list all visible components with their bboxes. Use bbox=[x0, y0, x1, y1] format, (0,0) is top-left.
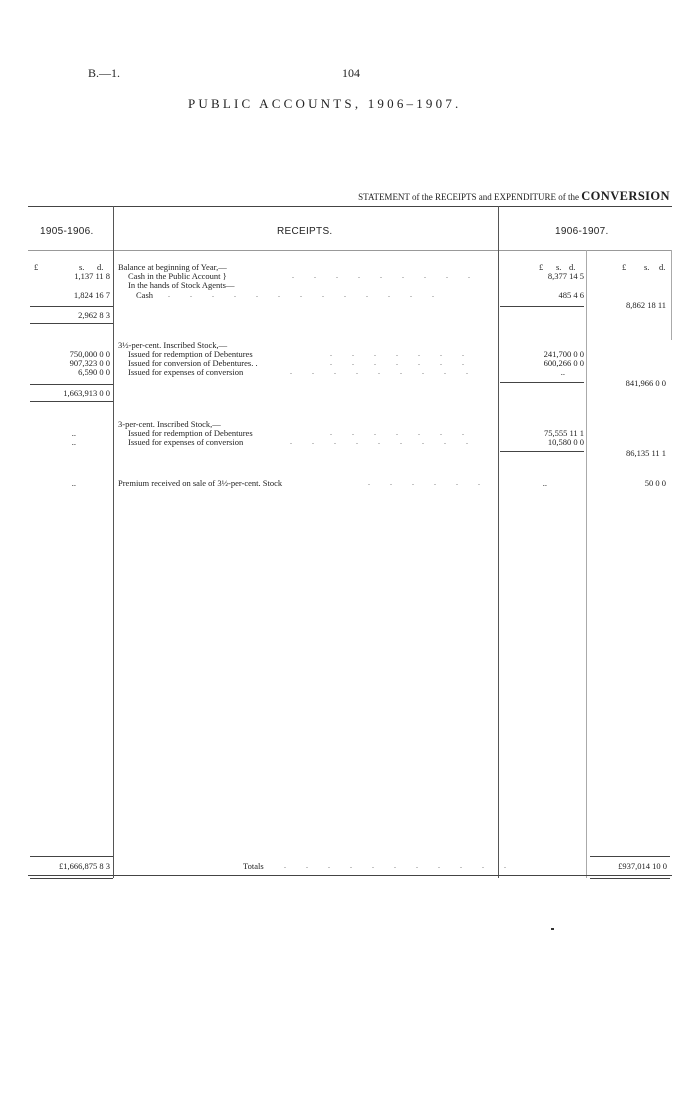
curr-stock3-expenses: 10,580 0 0 bbox=[547, 437, 584, 447]
header-bottom-rule bbox=[28, 250, 672, 251]
stock3-heading: 3-per-cent. Inscribed Stock,— bbox=[118, 419, 221, 429]
curr-stock3-total: 86,135 11 1 bbox=[625, 448, 666, 458]
curr-stock35-redemption: 241,700 0 0 bbox=[543, 349, 584, 359]
col-divider-right bbox=[671, 250, 672, 340]
col-divider-3 bbox=[586, 250, 587, 878]
leader-dots: . . . . . . bbox=[368, 478, 489, 487]
prev-premium: .. bbox=[71, 478, 76, 488]
prev-s: s. bbox=[79, 262, 85, 272]
prev-public-account: 1,137 11 8 bbox=[74, 271, 110, 281]
curr-stock35-total: 841,966 0 0 bbox=[625, 378, 666, 388]
curr-sub-d: d. bbox=[569, 262, 576, 272]
curr-totals-top-rule bbox=[590, 856, 670, 857]
prev-totals-value: £1,666,875 8 3 bbox=[59, 861, 110, 871]
stock3-redemption-label: Issued for redemption of Debentures bbox=[128, 428, 253, 438]
col-divider-2 bbox=[498, 206, 499, 878]
curr-total-l: £ bbox=[622, 262, 627, 272]
leader-dots: . . . . . . . bbox=[330, 428, 473, 437]
balance-heading: Balance at beginning of Year,— bbox=[118, 262, 227, 272]
stock35-redemption-label: Issued for redemption of Debentures bbox=[128, 349, 253, 359]
cash-label: Cash bbox=[136, 290, 153, 300]
prev-stock3-redemption: .. bbox=[71, 428, 76, 438]
prev-subtotal-rule bbox=[30, 306, 113, 307]
curr-totals-value: £937,014 10 0 bbox=[618, 861, 667, 871]
prev-stock35-rule bbox=[30, 384, 113, 385]
page-number: 104 bbox=[342, 66, 360, 80]
stock35-heading: 3½-per-cent. Inscribed Stock,— bbox=[118, 340, 228, 350]
statement-prefix: STATEMENT of the RECEIPTS and EXPENDITURE of the bbox=[358, 192, 579, 202]
leader-dots: . . . . . . . . . bbox=[292, 271, 479, 280]
leader-dots: . . . . . . . bbox=[330, 358, 473, 367]
stock-agents-label: In the hands of Stock Agents— bbox=[128, 280, 235, 290]
premium-label: Premium received on sale of 3½-per-cent. Stock bbox=[118, 478, 283, 488]
curr-public-account: 8,377 14 5 bbox=[547, 271, 584, 281]
curr-stock3-redemption: 75,555 11 1 bbox=[543, 428, 584, 438]
page-title: PUBLIC ACCOUNTS, 1906–1907. bbox=[188, 96, 462, 111]
col-header-prev-year: 1905-1906. bbox=[40, 226, 94, 237]
curr-stock35-conversion: 600,266 0 0 bbox=[543, 358, 584, 368]
prev-stock35-expenses: 6,590 0 0 bbox=[78, 367, 110, 377]
curr-cash: 485 4 6 bbox=[558, 290, 584, 300]
prev-totals-top-rule bbox=[30, 856, 113, 857]
leader-dots: . . . . . . . . . bbox=[290, 367, 477, 376]
statement-heading bbox=[358, 189, 670, 204]
curr-totals-double-rule bbox=[590, 878, 670, 879]
curr-stock3-rule bbox=[500, 451, 584, 452]
prev-balance-bottom-rule bbox=[30, 323, 113, 324]
page-ref: B.—1. bbox=[88, 66, 121, 80]
leader-dots: . . . . . . . . . bbox=[290, 437, 477, 446]
leader-dots: . . . . . . . . . . . bbox=[284, 861, 515, 870]
prev-stock35-conversion: 907,323 0 0 bbox=[69, 358, 110, 368]
curr-balance-total: 8,862 18 11 bbox=[625, 300, 666, 310]
public-account-text: Cash in the Public Account bbox=[128, 271, 221, 281]
prev-stock35-bottom-rule bbox=[30, 401, 113, 402]
curr-stock35-expenses: .. bbox=[560, 367, 565, 377]
statement-bold: CONVERSION bbox=[581, 189, 670, 203]
prev-stock35-redemption: 750,000 0 0 bbox=[69, 349, 110, 359]
table-top-rule bbox=[28, 206, 672, 207]
leader-dots: . . . . . . . bbox=[330, 349, 473, 358]
prev-stock3-expenses: .. bbox=[71, 437, 76, 447]
curr-subtotal-rule bbox=[500, 306, 584, 307]
col-header-curr-year: 1906-1907. bbox=[555, 226, 609, 237]
prev-totals-double-rule bbox=[30, 878, 113, 879]
prev-balance-subtotal: 2,962 8 3 bbox=[78, 310, 110, 320]
col-header-receipts: RECEIPTS. bbox=[277, 226, 333, 237]
prev-l: £ bbox=[34, 262, 39, 272]
totals-label: Totals bbox=[243, 861, 264, 871]
stock35-expenses-label: Issued for expenses of conversion bbox=[128, 367, 244, 377]
curr-premium-total: 50 0 0 bbox=[644, 478, 666, 488]
public-account-label: Cash in the Public Account } bbox=[128, 271, 227, 281]
curr-premium-sub: .. bbox=[542, 478, 547, 488]
leader-dots: . . . . . . . . . . . . . bbox=[168, 290, 443, 299]
curr-total-d: d. bbox=[659, 262, 666, 272]
prev-stock35-subtotal: 1,663,913 0 0 bbox=[63, 388, 110, 398]
curr-sub-l: £ bbox=[539, 262, 544, 272]
print-speck bbox=[551, 928, 554, 930]
prev-cash: 1,824 16 7 bbox=[73, 290, 110, 300]
col-divider-1 bbox=[113, 206, 114, 878]
curr-sub-s: s. bbox=[556, 262, 562, 272]
prev-d: d. bbox=[97, 262, 104, 272]
stock35-conversion-label: Issued for conversion of Debentures. . bbox=[128, 358, 258, 368]
curr-stock35-rule bbox=[500, 382, 584, 383]
table-bottom-rule bbox=[28, 875, 672, 876]
curr-total-s: s. bbox=[644, 262, 650, 272]
stock3-expenses-label: Issued for expenses of conversion bbox=[128, 437, 244, 447]
